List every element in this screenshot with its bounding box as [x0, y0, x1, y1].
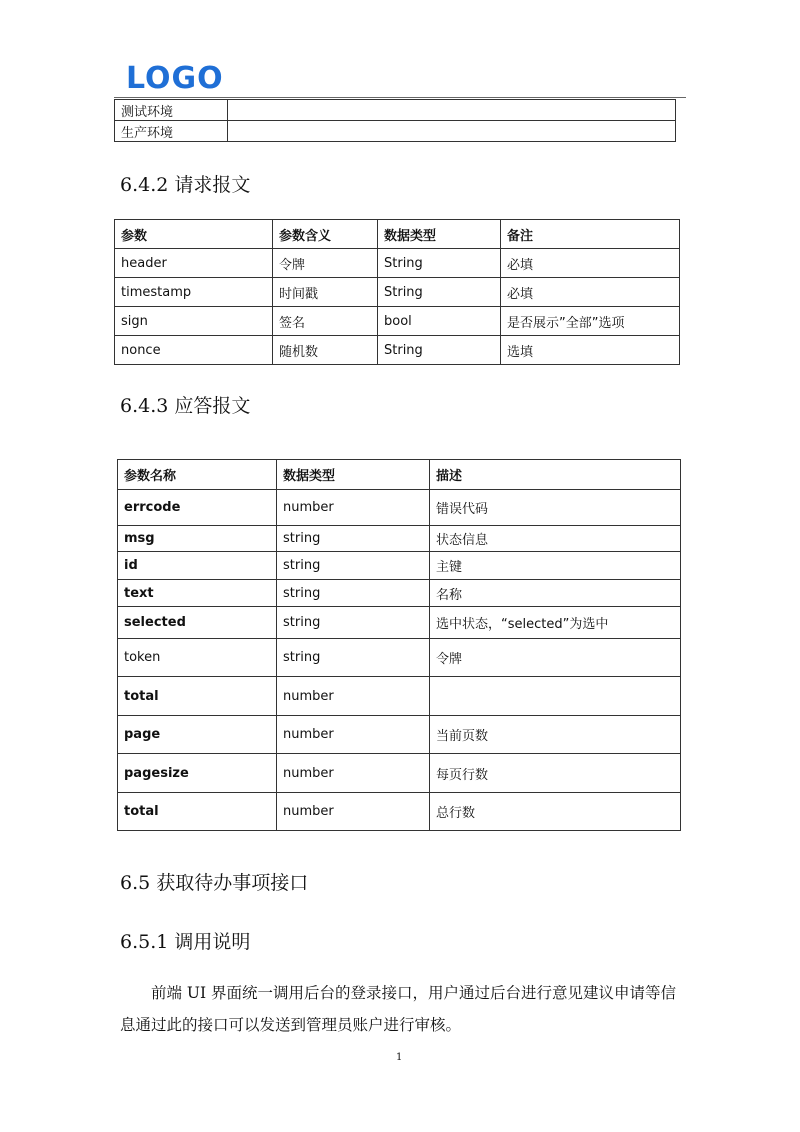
table-cell: id — [118, 552, 277, 580]
table-cell: number — [277, 716, 430, 754]
env-value — [228, 121, 676, 142]
table-cell: string — [277, 607, 430, 639]
table-cell — [430, 677, 681, 716]
table-cell: 随机数 — [273, 336, 378, 365]
table-cell: 令牌 — [430, 639, 681, 677]
table-cell: 令牌 — [273, 249, 378, 278]
table-row — [115, 100, 676, 121]
column-header: 参数含义 — [273, 220, 378, 249]
table-cell: page — [118, 716, 277, 754]
request-params-table — [114, 219, 680, 365]
table-row — [118, 639, 681, 677]
logo: LOGO — [126, 61, 224, 96]
table-cell: 是否展示”全部”选项 — [501, 307, 680, 336]
table-row — [115, 121, 676, 142]
table-cell: number — [277, 677, 430, 716]
table-cell: 总行数 — [430, 793, 681, 831]
table-cell: token — [118, 639, 277, 677]
table-header-row — [115, 220, 680, 249]
table-row — [118, 526, 681, 552]
env-label: 测试环境 — [115, 100, 228, 121]
section-heading-6-4-3: 6.4.3 应答报文 — [120, 395, 251, 417]
section-heading-6-4-2: 6.4.2 请求报文 — [120, 174, 251, 196]
table-row — [118, 552, 681, 580]
table-cell: string — [277, 639, 430, 677]
table-row — [118, 490, 681, 526]
section-heading-6-5: 6.5 获取待办事项接口 — [120, 872, 309, 894]
table-cell: number — [277, 754, 430, 793]
table-row — [118, 677, 681, 716]
table-cell: 主键 — [430, 552, 681, 580]
table-cell: errcode — [118, 490, 277, 526]
table-cell: number — [277, 490, 430, 526]
table-cell: 选中状态，“selected”为选中 — [430, 607, 681, 639]
table-cell: 必填 — [501, 278, 680, 307]
column-header: 备注 — [501, 220, 680, 249]
table-cell: 选填 — [501, 336, 680, 365]
table-cell: text — [118, 580, 277, 607]
table-row — [118, 607, 681, 639]
table-cell: string — [277, 552, 430, 580]
env-value — [228, 100, 676, 121]
table-cell: String — [378, 278, 501, 307]
table-row — [118, 793, 681, 831]
table-cell: 时间戳 — [273, 278, 378, 307]
table-cell: 每页行数 — [430, 754, 681, 793]
table-row — [115, 278, 680, 307]
table-cell: total — [118, 677, 277, 716]
table-cell: string — [277, 526, 430, 552]
column-header: 描述 — [430, 460, 681, 490]
body-paragraph: 前端 UI 界面统一调用后台的登录接口，用户通过后台进行意见建议申请等信息通过此的接口可以发送到管理员账户进行审核。 — [120, 984, 677, 1034]
table-row — [118, 716, 681, 754]
table-row — [118, 754, 681, 793]
table-cell: string — [277, 580, 430, 607]
page-number: 1 — [396, 1052, 403, 1063]
table-cell: 错误代码 — [430, 490, 681, 526]
table-cell: msg — [118, 526, 277, 552]
table-row — [118, 580, 681, 607]
table-cell: bool — [378, 307, 501, 336]
column-header: 参数 — [115, 220, 273, 249]
table-cell: nonce — [115, 336, 273, 365]
column-header: 数据类型 — [378, 220, 501, 249]
table-row — [115, 336, 680, 365]
table-cell: number — [277, 793, 430, 831]
table-row — [115, 249, 680, 278]
table-cell: 名称 — [430, 580, 681, 607]
table-cell: sign — [115, 307, 273, 336]
table-cell: 必填 — [501, 249, 680, 278]
table-cell: selected — [118, 607, 277, 639]
table-cell: 当前页数 — [430, 716, 681, 754]
environment-table — [114, 99, 676, 142]
header-rule — [114, 97, 686, 98]
table-header-row — [118, 460, 681, 490]
table-row — [115, 307, 680, 336]
table-cell: total — [118, 793, 277, 831]
table-cell: String — [378, 249, 501, 278]
response-params-table — [117, 459, 681, 831]
table-cell: String — [378, 336, 501, 365]
table-cell: pagesize — [118, 754, 277, 793]
table-cell: 签名 — [273, 307, 378, 336]
column-header: 参数名称 — [118, 460, 277, 490]
env-label: 生产环境 — [115, 121, 228, 142]
section-heading-6-5-1: 6.5.1 调用说明 — [120, 931, 251, 953]
table-cell: timestamp — [115, 278, 273, 307]
column-header: 数据类型 — [277, 460, 430, 490]
table-cell: header — [115, 249, 273, 278]
table-cell: 状态信息 — [430, 526, 681, 552]
